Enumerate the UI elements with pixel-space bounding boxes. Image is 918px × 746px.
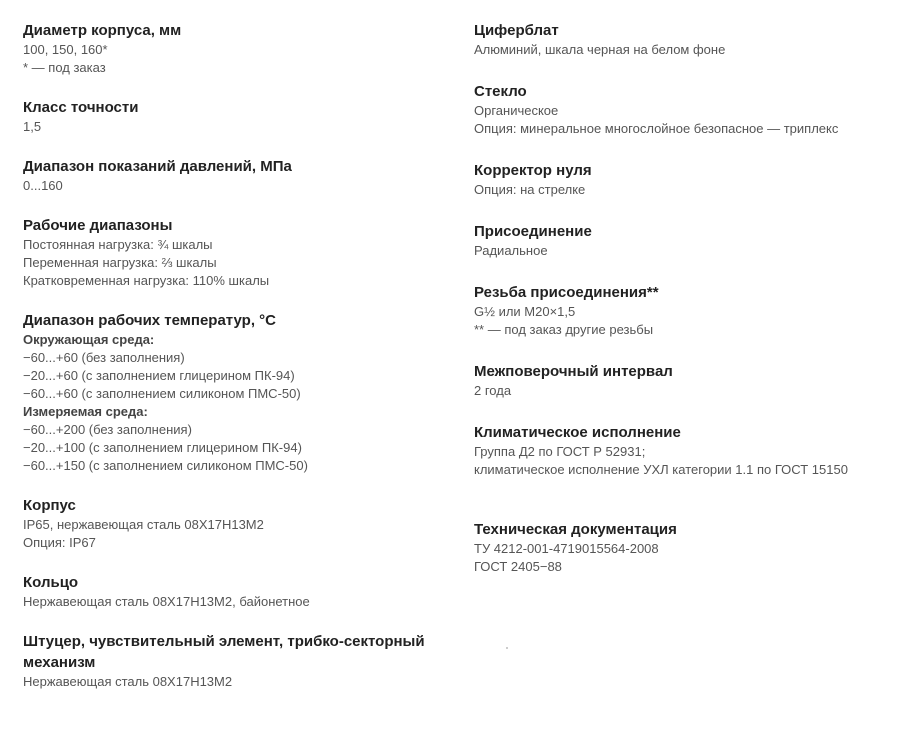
spec-title: Резьба присоединения** <box>474 284 659 301</box>
spec-title: Класс точности <box>23 99 139 116</box>
spec-case-diameter <box>23 20 443 77</box>
spec-value: −20...+100 (с заполнением глицерином ПК-94) <box>23 440 302 455</box>
spec-housing <box>23 495 443 552</box>
spec-title: Диапазон показаний давлений, МПа <box>23 158 292 175</box>
spec-value: −20...+60 (с заполнением глицерином ПК-94) <box>23 368 295 383</box>
spec-title: Кольцо <box>23 574 79 591</box>
spec-value: IP65, нержавеющая сталь 08Х17Н13М2 <box>23 517 264 532</box>
spec-title: Рабочие диапазоны <box>23 217 173 234</box>
spec-value: Кратковременная нагрузка: 110% шкалы <box>23 273 270 288</box>
spec-value: Органическое <box>474 103 559 118</box>
spec-value: −60...+60 (без заполнения) <box>23 350 185 365</box>
spec-title: Климатическое исполнение <box>474 424 681 441</box>
spec-title: Диаметр корпуса, мм <box>23 22 182 39</box>
right-column <box>474 20 904 576</box>
spec-title: Диапазон рабочих температур, °С <box>23 312 276 329</box>
spec-working-ranges <box>23 215 443 290</box>
spec-value: Опция: IP67 <box>23 535 96 550</box>
spec-title: Техническая документация <box>474 521 677 538</box>
spec-connection <box>474 221 904 260</box>
spec-title: Стекло <box>474 83 527 100</box>
spec-value: ТУ 4212-001-4719015564-2008 <box>474 541 659 556</box>
spec-value: G½ или M20×1,5 <box>474 304 576 319</box>
spec-value: 1,5 <box>23 119 42 134</box>
spec-subheading: Окружающая среда: <box>23 332 155 347</box>
spec-value: ГОСТ 2405−88 <box>474 559 562 574</box>
spec-title: Межповерочный интервал <box>474 363 673 380</box>
spec-ring <box>23 572 443 611</box>
spec-thread <box>474 282 904 339</box>
spec-value: Опция: на стрелке <box>474 182 586 197</box>
spec-zero-corrector <box>474 160 904 199</box>
spec-value: −60...+200 (без заполнения) <box>23 422 192 437</box>
spec-value: Алюминий, шкала черная на белом фоне <box>474 42 726 57</box>
spec-subheading: Измеряемая среда: <box>23 404 148 419</box>
spec-value: 100, 150, 160* <box>23 42 108 57</box>
spec-value: Нержавеющая сталь 08Х17Н13М2, байонетное <box>23 594 310 609</box>
spec-title: Корректор нуля <box>474 162 592 179</box>
spec-note: * — под заказ <box>23 60 106 75</box>
spec-calibration-interval <box>474 361 904 400</box>
spec-title: Присоединение <box>474 223 592 240</box>
spec-fitting-mechanism <box>23 631 443 691</box>
spec-title-continued: механизм <box>23 654 96 671</box>
spec-value: Опция: минеральное многослойное безопасное — триплекс <box>474 121 839 136</box>
spec-value: климатическое исполнение УХЛ категории 1.1 по ГОСТ 15150 <box>474 462 848 477</box>
spec-pressure-range <box>23 156 443 195</box>
spec-value: 2 года <box>474 383 512 398</box>
spec-value: Радиальное <box>474 243 548 258</box>
spec-value: Переменная нагрузка: ⅔ шкалы <box>23 255 217 270</box>
spec-value: −60...+60 (с заполнением силиконом ПМС-50) <box>23 386 301 401</box>
left-column <box>23 20 443 691</box>
spec-note: ** — под заказ другие резьбы <box>474 322 654 337</box>
spec-value: −60...+150 (с заполнением силиконом ПМС-50) <box>23 458 308 473</box>
spec-glass <box>474 81 904 138</box>
spec-documentation <box>474 519 904 576</box>
spec-value: 0...160 <box>23 178 63 193</box>
spec-value: Нержавеющая сталь 08Х17Н13М2 <box>23 674 233 689</box>
spec-title: Штуцер, чувствительный элемент, трибко-секторный <box>23 633 425 650</box>
decorative-dot <box>506 647 508 649</box>
spec-title: Корпус <box>23 497 76 514</box>
spec-value: Группа Д2 по ГОСТ Р 52931; <box>474 444 646 459</box>
spec-dial <box>474 20 904 59</box>
spec-accuracy-class <box>23 97 443 136</box>
spec-temperature-range <box>23 310 443 475</box>
spec-value: Постоянная нагрузка: ¾ шкалы <box>23 237 213 252</box>
spec-title: Циферблат <box>474 22 559 39</box>
spec-climate <box>474 422 904 479</box>
